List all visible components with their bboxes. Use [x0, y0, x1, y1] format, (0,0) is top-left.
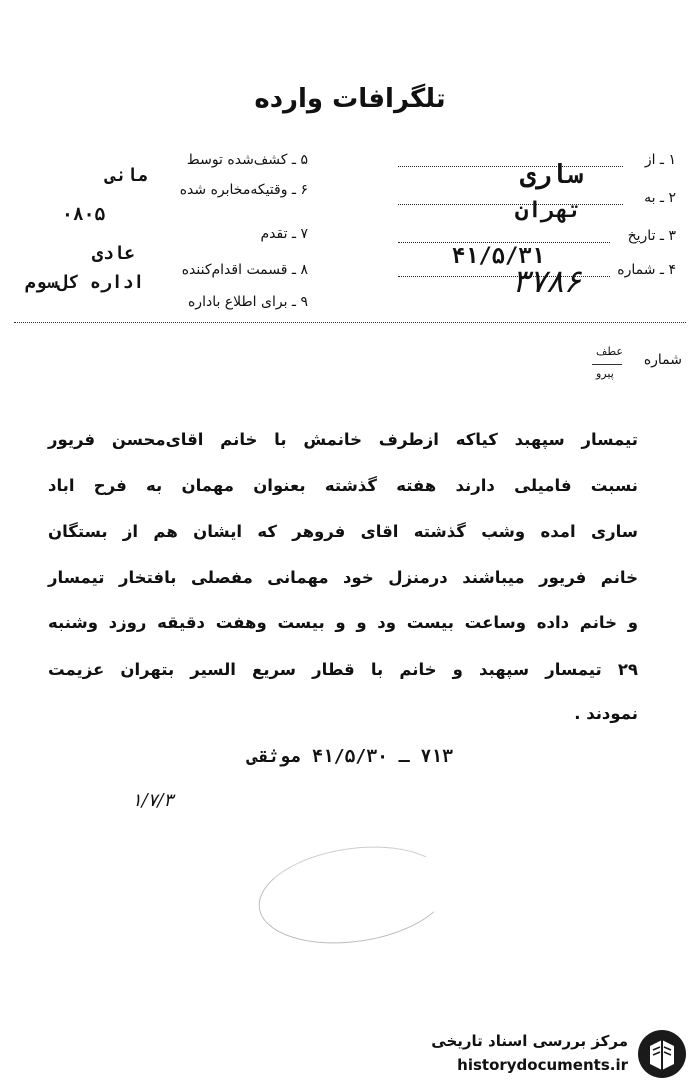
body-line-5: و خانم داده وساعت بیست ود و و بیست وهفت دقیقه روزد وشنبه	[48, 613, 638, 632]
body-line-3: ساری امده وشب گذشته اقای فروهر که ایشان هم از بستگان	[48, 522, 638, 541]
field-dots-from	[398, 166, 623, 167]
body-line-4: خانم فریور میباشند درمنزل خود مهمانی مفصلی بافتخار تیمسار	[48, 568, 638, 587]
field-label-action-section: ۸ ـ قسمت اقدام‌کننده	[181, 262, 308, 278]
field-label-decoded-by: ۵ ـ کشف‌شده توسط	[186, 152, 308, 168]
body-line-7: نمودند .	[574, 704, 638, 723]
document-title: تلگرافات وارده	[254, 84, 446, 114]
field-label-sent-time: ۶ ـ وقتیکه‌مخابره شده	[179, 182, 308, 198]
reference-bottom: پیرو	[596, 367, 614, 380]
reference-top: عطف	[596, 345, 623, 358]
field-value-action-section: اداره کل‌سوم	[25, 272, 145, 293]
field-value-to: تهران	[515, 198, 582, 223]
field-label-date: ۳ ـ تاریخ	[627, 228, 676, 244]
field-value-decoded-by: مانی	[105, 165, 149, 186]
field-label-info-to: ۹ ـ برای اطلاع باداره	[187, 294, 308, 310]
date-value: ۴۱/۵/۳۱	[452, 244, 545, 269]
field-label-from: ۱ ـ از	[644, 152, 676, 168]
field-dots-date	[398, 242, 610, 243]
field-label-to: ۲ ـ به	[644, 190, 676, 206]
reference-label: شماره	[643, 352, 682, 368]
field-label-number: ۴ ـ شماره	[617, 262, 676, 278]
handwritten-note: ۱/۷/۳	[132, 790, 174, 811]
field-label-priority: ۷ ـ تقدم	[260, 226, 308, 242]
body-line-1: تیمسار سپهبد کیاکه ازطرف خانمش با خانم اقای‌محسن فریور	[48, 430, 638, 449]
signature-line: ۷۱۳ ـ ۴۱/۵/۳۰ موثقی	[247, 746, 453, 767]
field-value-from: ساری	[520, 160, 583, 190]
faint-stamp-mark	[252, 835, 455, 955]
body-line-6: ۲۹ تیمسار سپهبد و خانم با قطار سریع السیر بتهران عزیمت	[48, 660, 638, 679]
header-divider	[14, 322, 686, 323]
archive-org-name: مرکز بررسی اسناد تاریخی	[431, 1032, 628, 1050]
document-number: ۳۷۸۶	[512, 262, 581, 300]
archive-website: historydocuments.ir	[457, 1056, 628, 1074]
body-line-2: نسبت فامیلی دارند هفته گذشته بعنوان مهمان به فرح اباد	[48, 476, 638, 495]
archive-logo-icon	[638, 1030, 686, 1078]
reference-fraction-bar	[592, 364, 622, 365]
field-value-sent-time: ۰۸۰۵	[62, 204, 106, 225]
field-value-priority: عادی	[92, 243, 136, 264]
field-dots-to	[398, 204, 623, 205]
